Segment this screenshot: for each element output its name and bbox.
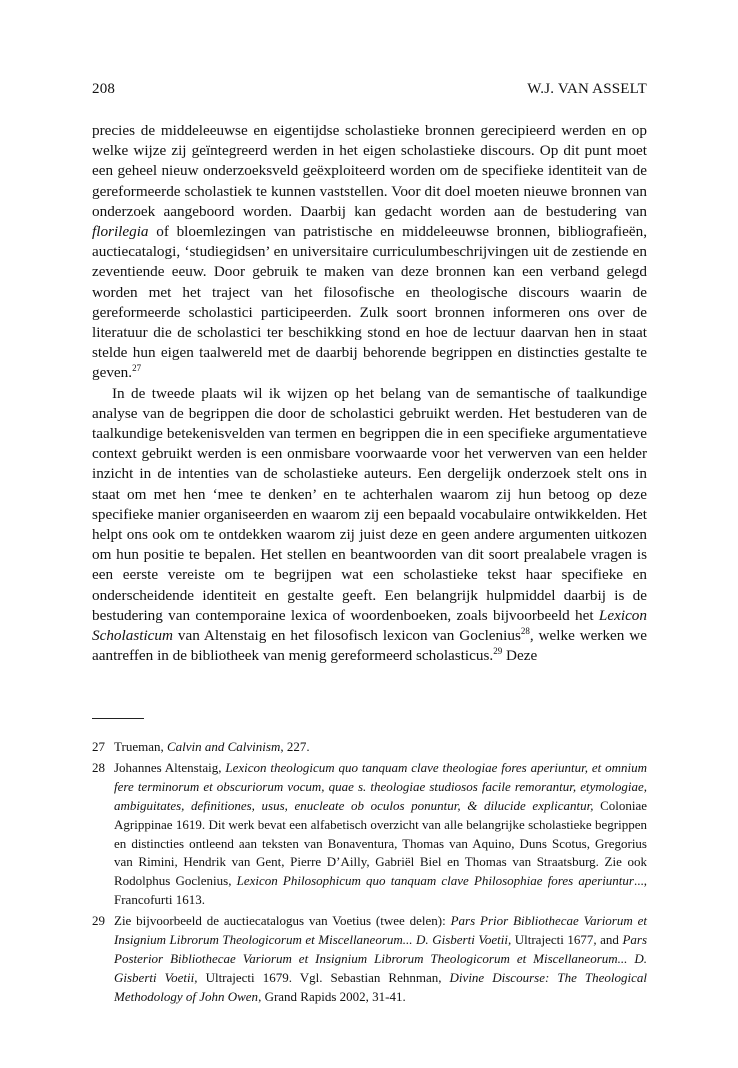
italic-title: Lexicon Scholasticum [92,606,647,645]
paragraph-text: In de tweede plaats wil ik wijzen op het belang van de semantische of taalkundige analyse van de begrippen die door de scholastici gebruikt werden. Het bestuderen van de taalkundige betekenisvelden van termen en begrippen die in een specifieke argumentatieve context gebruikt werden is een onmisbare voorwaarde voor het verwerven van een helder inzicht in de intenties van de scholastieke auteurs. Een dergelijk onderzoek stelt ons in staat om met hen ‘mee te denken’ en te achterhalen waarom zij hun betoog op deze specifieke manier organiseerden en waarom zij een bepaald vocabulaire ontwikkelden. Het helpt ons ook om te ontdekken waarom zij juist deze en geen andere argumenten uitkozen om hun positie te bepalen. Het stellen en beantwoorden van dit soort prealabele vragen is een eerste vereiste om te begrijpen wat een scholastieke tekst haar specifieke en onderscheidende identiteit en gestalte geeft. Een belangrijk hulpmiddel daarbij is de bestudering van contemporaine lexica of woordenboeken, zoals bijvoorbeeld het [92,384,647,624]
page-number: 208 [92,81,116,97]
footnote-italic: Pars Posterior Bibliothecae Variorum et Insignium Librorum Theologicorum et Miscellaneorum... D. Gisberti Voetii, [114,932,647,985]
footnote-27 [92,738,647,757]
footnote-text: , 227. [280,739,310,754]
paragraph-text: van Altenstaig en het filosofisch lexicon van Goclenius [173,627,521,645]
footnote-number: 29 [92,913,105,929]
footnote-italic: Pars Prior Bibliothecae Variorum et Insignium Librorum Theologicorum et Miscellaneorum... D. Gisberti Voetii, [114,913,647,948]
footnote-text: Trueman, [114,739,167,754]
paragraph-2 [92,384,647,667]
footnote-29 [92,912,647,1007]
italic-term: florilegia [92,223,149,241]
footnote-number: 27 [92,739,105,754]
paragraph-text: of bloemlezingen van patristische en middeleeuwse bronnen, bibliografieën, auctiecatalogi, ‘studiegidsen’ en universitaire curriculumbeschrijvingen uit de zestiende en zeventiende eeuw. Door gebruik te maken van deze bronnen kan een verband gelegd worden met het traject van het filosofische en theologische discours waarin de gereformeerde scholastici participeerden. Zulk soort bronnen informeren ons over de literatuur die de scholastici ter beschikking stond en hoe de lectuur daarvan hen in staat stelde hun eigen taalwereld met de daarbij behorende begrippen en distincties gestalte te geven. [92,223,647,382]
footnote-ref-28[interactable]: 28 [520,626,530,637]
paragraph-text: , welke werken we aantreffen in de bibliotheek van menig gereformeerd scholasticus. [92,627,647,665]
footnote-text: Coloniae Agrippinae 1619. Dit werk bevat een alfabetisch overzicht van alle belangrijke scholastieke begrippen en distincties ontleend aan teksten van Bonaventura, Thomas van Aquino, Duns Scotus, Gregorius van Rimini, Hendrik van Gent, Pierre D’Ailly, Gabriël Biel en Thomas van Straatsburg. Zie ook Rodolphus Goclenius, [114,797,648,889]
footnote-text: ..., Francofurti 1613. [114,873,647,908]
footnote-text: and [596,932,623,948]
paragraph-1 [92,121,647,384]
footnote-italic: , [593,932,597,948]
footnote-separator [92,718,144,719]
footnotes [92,738,647,1007]
footnote-ref-27[interactable]: 27 [132,363,142,374]
main-text [92,121,647,666]
running-head-author: W.J. VAN ASSELT [527,81,647,97]
footnote-28 [92,759,647,910]
footnote-text: Zie bijvoorbeeld de auctiecatalogus van Voetius (twee delen): [114,913,451,929]
footnote-italic: Divine Discourse: The Theological Methodology of John Owen [114,969,647,1004]
footnote-text: Ultrajecti 1677 [511,932,594,948]
footnote-ref-29[interactable]: 29 [493,646,503,657]
footnote-text: Johannes Altenstaig, [114,759,226,775]
paragraph-text: precies de middeleeuwse en eigentijdse scholastieke bronnen gerecipieerd werden en op welke wijze zij geïntegreerd werden in het eigen scholastieke discours. Op dit punt moet een geheel nieuw onderzoeksveld geëxploiteerd worden om de specifieke identiteit van de gereformeerde scholastiek te kunnen vaststellen. Voor dit doel moeten nieuwe bronnen van onderzoek aangeboord worden. Daarbij kan gedacht worden aan de bestudering van [92,122,647,220]
paragraph-text: Deze [502,647,538,665]
footnote-italic: Lexicon theologicum quo tanquam clave theologiae fores aperiuntur, et omnium fere terminorum et obscuriorum vocum, quae s. theologiae studiosos facile remorantur, etymologiae, ambiguitates, definitiones, usus, enucleate ob oculos ponuntur, & dilucide explicantur, [114,759,647,813]
footnote-text: , Grand Rapids 2002, 31-41. [258,988,406,1004]
footnote-italic: Lexicon Philosophicum quo tanquam clave Philosophiae fores aperiuntur [236,873,634,889]
footnote-text: Ultrajecti 1679. Vgl. Sebastian Rehnman, [197,969,450,985]
footnote-italic: Calvin and Calvinism [166,739,281,754]
footnote-number: 28 [92,759,105,775]
